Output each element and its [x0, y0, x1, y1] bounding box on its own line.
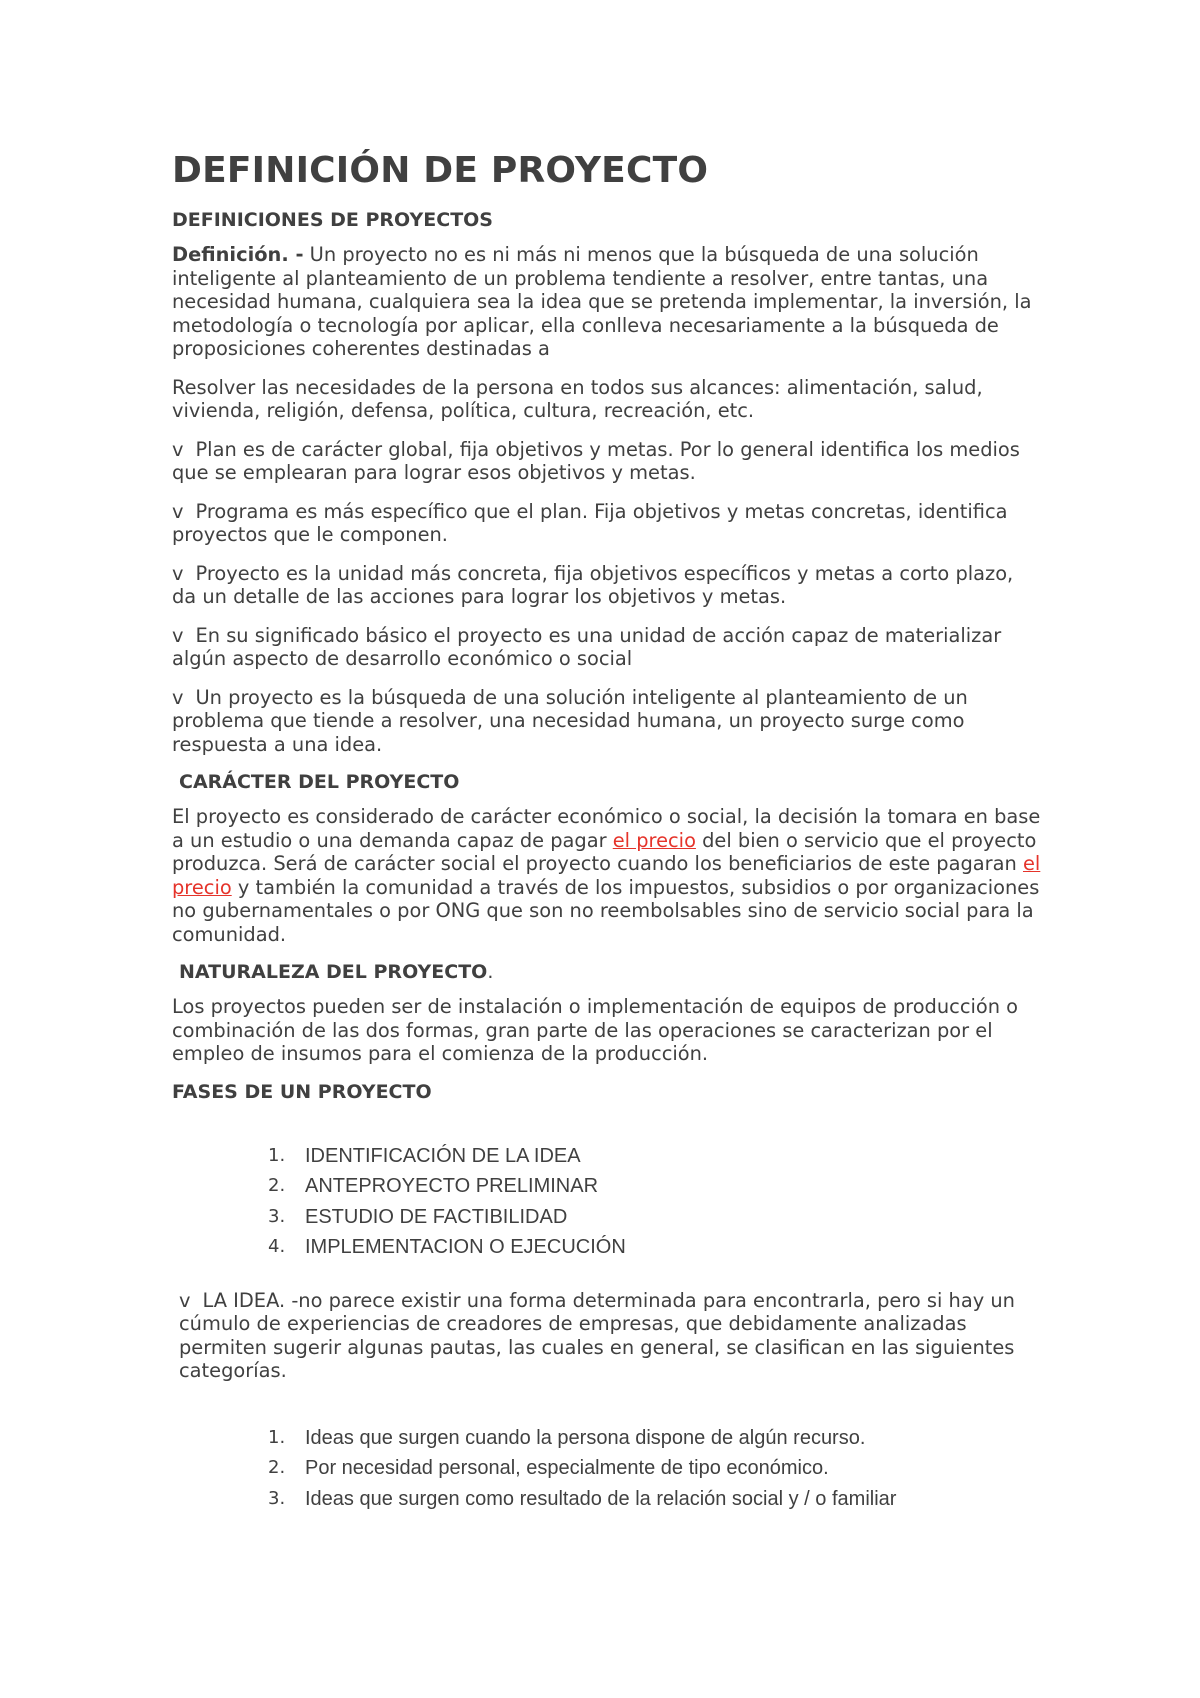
idea-text: LA IDEA. -no parece existir una forma determinada para encontrarla, pero si hay un cúmulo de experiencias de creadores de empresas, que debidamente analizadas permiten sugerir algunas pautas, las cuales en general, se clasifican en las siguientes categorías.	[179, 1288, 1015, 1382]
bullet-mark: v	[172, 561, 184, 585]
bullet-mark: v	[172, 437, 184, 461]
bullet-text: Programa es más específico que el plan. Fija objetivos y metas concretas, identifica proyectos que le componen.	[172, 499, 1008, 546]
list-item-text: ANTEPROYECTO PRELIMINAR	[305, 1175, 599, 1197]
bullet-text: En su significado básico el proyecto es una unidad de acción capaz de materializar algún aspecto de desarrollo económico o social	[172, 623, 1002, 670]
list-item	[172, 1484, 1042, 1515]
idea-paragraph	[172, 1289, 1042, 1383]
ideas-list	[172, 1423, 1042, 1515]
bullet-paragraph	[172, 686, 1042, 757]
list-item	[172, 1423, 1042, 1454]
document-title: DEFINICIÓN DE PROYECTO	[172, 150, 709, 191]
list-number: 1.	[268, 1144, 286, 1166]
list-number: 4.	[268, 1236, 286, 1257]
bullet-paragraph	[172, 624, 1042, 671]
bullet-mark: v	[172, 499, 184, 523]
definition-text: Un proyecto no es ni más ni menos que la búsqueda de una solución inteligente al planteamiento de un problema tendiente a resolver, entre tantas, una necesidad humana, cualquiera sea la idea que se pretenda implementar, la inversión, la metodología o tecnología por aplicar, ella conlleva necesariamente a la búsqueda de proposiciones coherentes destinadas a	[172, 243, 1032, 360]
section-heading-definiciones: DEFINICIONES DE PROYECTOS	[172, 209, 493, 231]
definition-label: Definición. -	[172, 243, 304, 266]
caracter-text-1: El proyecto es considerado de carácter económico o social, la decisión la tomara en base a un estudio o una demanda capaz de pagar	[172, 805, 1041, 852]
list-number: 3.	[268, 1487, 286, 1509]
list-item-text: Ideas que surgen cuando la persona dispone de algún recurso.	[305, 1426, 866, 1449]
list-item-text: IDENTIFICACIÓN DE LA IDEA	[305, 1144, 581, 1167]
list-item	[172, 1171, 1042, 1202]
bullet-paragraph	[172, 562, 1042, 609]
section-heading-fases: FASES DE UN PROYECTO	[172, 1080, 432, 1103]
bullet-text: Un proyecto es la búsqueda de una solución inteligente al planteamiento de un problema que tiende a resolver, una necesidad humana, un proyecto surge como respuesta a una idea.	[172, 685, 968, 756]
section-heading-caracter: CARÁCTER DEL PROYECTO	[179, 771, 460, 793]
section-heading-naturaleza	[172, 961, 1042, 983]
list-number: 2.	[268, 1457, 286, 1478]
definition-paragraph	[172, 243, 1042, 361]
list-item-text: Por necesidad personal, especialmente de tipo económico.	[305, 1457, 829, 1479]
bullet-paragraph	[172, 500, 1042, 547]
list-item	[172, 1141, 1042, 1172]
caracter-text-3: y también la comunidad a través de los impuestos, subsidios o por organizaciones no gubernamentales o por ONG que son no reembolsables sino de servicio social para la comunidad.	[172, 875, 1040, 946]
bullet-mark: v	[179, 1288, 191, 1312]
resolver-paragraph: Resolver las necesidades de la persona en todos sus alcances: alimentación, salud, vivienda, religión, defensa, política, cultura, recreación, etc.	[172, 375, 983, 422]
list-number: 2.	[268, 1175, 286, 1196]
list-item-text: Ideas que surgen como resultado de la relación social y / o familiar	[305, 1487, 897, 1510]
bullet-paragraph	[172, 438, 1042, 485]
naturaleza-paragraph: Los proyectos pueden ser de instalación o implementación de equipos de producción o combinación de las dos formas, gran parte de las operaciones se caracterizan por el empleo de insumos para el comienza de la producción.	[172, 995, 1019, 1065]
bullet-text: Proyecto es la unidad más concreta, fija objetivos específicos y metas a corto plazo, da un detalle de las acciones para lograr los objetivos y metas.	[172, 561, 1014, 608]
bullet-mark: v	[172, 623, 184, 647]
precio-link[interactable]: el precio	[612, 828, 696, 852]
caracter-text-2: del bien o servicio que el proyecto produzca. Será de carácter social el proyecto cuando los beneficiarios de este pagaran	[172, 828, 1037, 875]
naturaleza-heading-suffix: .	[487, 961, 494, 983]
list-number: 1.	[268, 1426, 286, 1448]
list-item	[172, 1453, 1042, 1484]
precio-link[interactable]: el precio	[172, 852, 1041, 899]
list-item	[172, 1232, 1042, 1263]
list-number: 3.	[268, 1205, 286, 1227]
caracter-paragraph	[172, 805, 1042, 946]
list-item	[172, 1202, 1042, 1233]
naturaleza-heading-text: NATURALEZA DEL PROYECTO	[179, 961, 488, 983]
bullet-mark: v	[172, 685, 184, 709]
list-item-text: IMPLEMENTACION O EJECUCIÓN	[305, 1236, 626, 1258]
list-item-text: ESTUDIO DE FACTIBILIDAD	[305, 1205, 568, 1228]
document-page	[172, 150, 1042, 1514]
fases-list	[172, 1141, 1042, 1263]
bullet-text: Plan es de carácter global, fija objetivos y metas. Por lo general identifica los medios que se emplearan para lograr esos objetivos y metas.	[172, 437, 1020, 484]
